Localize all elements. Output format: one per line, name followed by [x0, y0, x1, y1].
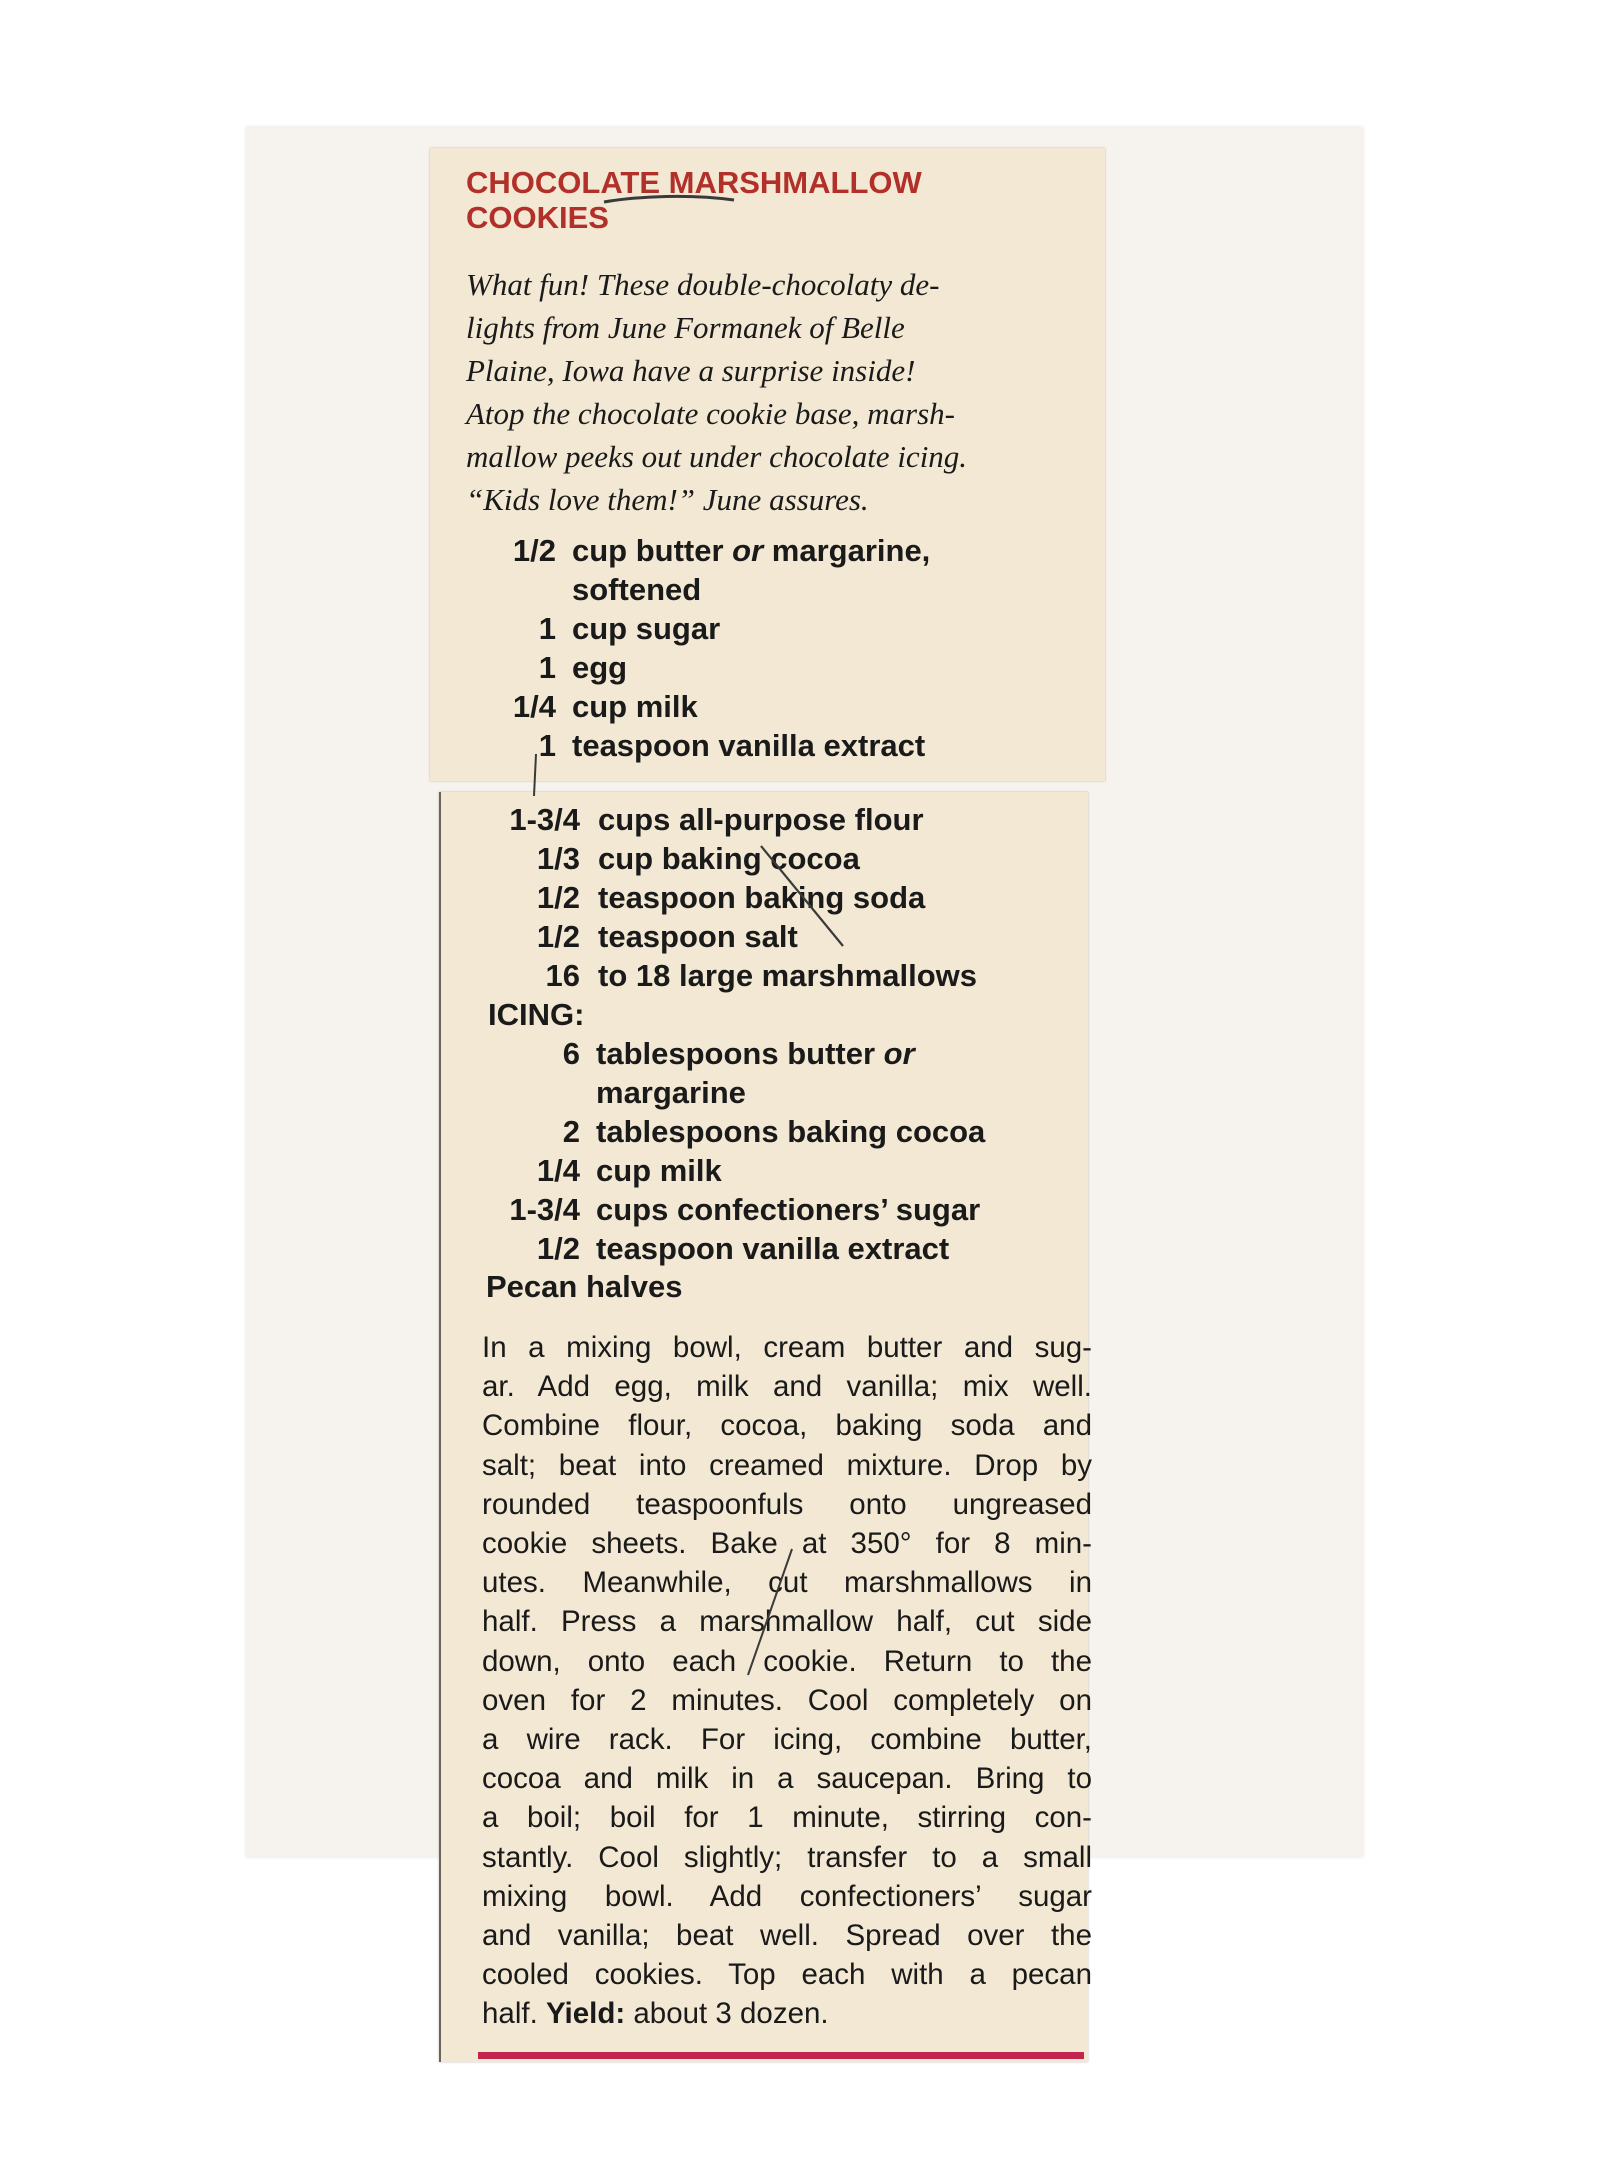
ingredient-text: teaspoon vanilla extract [596, 1231, 950, 1266]
ingredient-qty: 16 [545, 958, 580, 993]
intro-line: lights from June Formanek of Belle [466, 310, 905, 345]
intro-line: What fun! These double-chocolaty de- [466, 267, 940, 302]
directions-line: mixing bowl. Add confectioners’ sugar [482, 1879, 1092, 1913]
directions-line: down, onto each cookie. Return to the [482, 1644, 1092, 1678]
ingredient-qty: 1-3/4 [509, 1192, 580, 1227]
yield-line: half. Yield: about 3 dozen. [482, 1997, 829, 2031]
ingredient-qty: 1 [538, 650, 556, 685]
ingredient-qty: 1/4 [536, 1153, 580, 1188]
ingredient-qty: 1/4 [512, 689, 556, 724]
intro-line: Atop the chocolate cookie base, marsh- [466, 396, 955, 431]
intro-line: Plaine, Iowa have a surprise inside! [466, 353, 916, 388]
directions-line: salt; beat into creamed mixture. Drop by [482, 1448, 1092, 1482]
directions-line: cocoa and milk in a saucepan. Bring to [482, 1762, 1092, 1796]
icing-heading: ICING: [488, 997, 585, 1032]
ingredient-text: teaspoon vanilla extract [572, 728, 926, 763]
ingredient-qty: 1-3/4 [509, 802, 580, 837]
ingredient-qty: 1 [538, 728, 556, 763]
recipe-intro [466, 263, 1086, 521]
ingredient-qty: 1/2 [536, 880, 580, 915]
ingredient-text: to 18 large marshmallows [598, 958, 978, 993]
ingredient-text: cup sugar [572, 611, 721, 646]
directions-line: and vanilla; beat well. Spread over the [482, 1919, 1092, 1953]
directions-line: cooled cookies. Top each with a pecan [482, 1958, 1092, 1992]
directions-line: Combine flour, cocoa, baking soda and [482, 1409, 1092, 1443]
directions-line: oven for 2 minutes. Cool completely on [482, 1683, 1092, 1717]
ingredient-text: cups confectioners’ sugar [596, 1192, 981, 1227]
recipe-title-line-1: CHOCOLATE MARSHMALLOW [466, 165, 922, 200]
directions-line: a wire rack. For icing, combine butter, [482, 1723, 1092, 1757]
ingredient-qty: 2 [562, 1114, 580, 1149]
directions-line: a boil; boil for 1 minute, stirring con- [482, 1801, 1092, 1835]
ingredient-text: tablespoons baking cocoa [596, 1114, 986, 1149]
ingredient-text: cup baking cocoa [598, 841, 860, 876]
ingredient-qty: 1/2 [512, 533, 556, 568]
ingredient-qty: 1/2 [536, 919, 580, 954]
ingredient-text: teaspoon salt [598, 919, 798, 954]
ingredient-text: cup butter or margarine, [572, 533, 931, 568]
directions-line: cookie sheets. Bake at 350° for 8 min- [482, 1527, 1092, 1561]
ingredient-text: cup milk [596, 1153, 722, 1188]
ingredient-text: cup milk [572, 689, 698, 724]
recipe-directions [482, 1328, 1092, 2034]
directions-line: stantly. Cool slightly; transfer to a small [482, 1840, 1092, 1874]
bottom-rule [478, 2052, 1084, 2059]
pecan-halves-line: Pecan halves [486, 1269, 683, 1304]
ingredient-qty: 1/3 [536, 841, 580, 876]
directions-line: half. Press a marshmallow half, cut side [482, 1605, 1092, 1639]
directions-line: ar. Add egg, milk and vanilla; mix well. [482, 1370, 1092, 1404]
yield-value: about 3 dozen. [625, 1997, 829, 2031]
intro-line: “Kids love them!” June assures. [466, 482, 869, 517]
ingredient-text: egg [572, 650, 628, 685]
intro-line: mallow peeks out under chocolate icing. [466, 439, 968, 474]
ingredient-text: softened [572, 572, 702, 607]
yield-label: Yield: [545, 1997, 626, 2031]
ingredient-text: cups all-purpose flour [598, 802, 924, 837]
directions-line: utes. Meanwhile, cut marshmallows in [482, 1566, 1092, 1600]
ingredient-qty: 1 [538, 611, 556, 646]
ingredient-text: tablespoons butter or [596, 1036, 915, 1071]
ingredient-qty: 6 [562, 1036, 580, 1071]
ingredient-text: margarine [596, 1075, 746, 1110]
recipe-title [466, 165, 1086, 235]
ingredient-text: teaspoon baking soda [598, 880, 926, 915]
recipe-title-line-2: COOKIES [466, 200, 609, 235]
directions-line: In a mixing bowl, cream butter and sug- [482, 1331, 1092, 1364]
directions-line: rounded teaspoonfuls onto ungreased [482, 1487, 1092, 1521]
ingredient-qty: 1/2 [536, 1231, 580, 1266]
